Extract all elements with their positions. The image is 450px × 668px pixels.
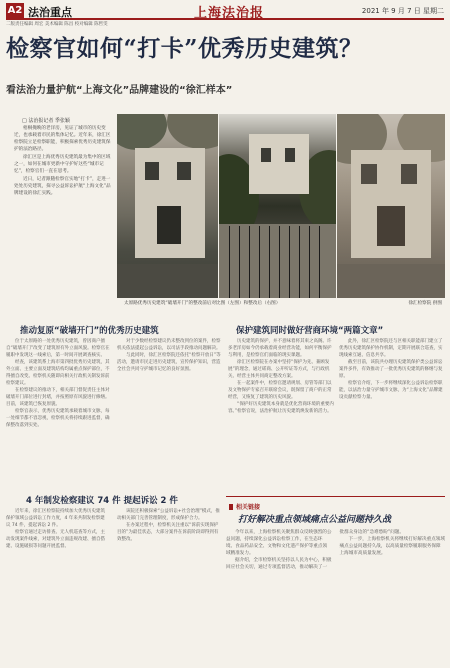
photo-caption: 太原路优秀历史建筑“破墙开门”的整改前后对比图（左图）和整改后（右图）: [124, 301, 281, 306]
related-title: 打好解决重点领域痛点公益问题持久战: [238, 515, 392, 525]
body-paragraph: 在一起案件中，检察官邀请规划、房管等部门以及文物保护专家召开联席会议，既保留了商户的正常经营，又恢复了建筑的历史风貌。: [228, 381, 332, 400]
related-article: [226, 529, 445, 668]
issue-date: 2021 年 9 月 7 日 星期二: [361, 7, 444, 15]
body-paragraph: 在办案过程中，检察机关注重以“诉前实现保护目的”为最佳状态，大部分案件在诉前阶段即得到有效整改。: [117, 523, 219, 542]
photo-building-before: [117, 114, 218, 298]
body-paragraph: 位于太原路的一处优秀历史建筑，曾因商户擅自“破墙开门”改变了建筑原有外立面风貌。检察官在履职中发现这一线索后，第一时间开展调查核实。: [6, 339, 110, 358]
article-column: [6, 508, 220, 666]
newspaper-logo: 上海法治报: [194, 6, 265, 21]
body-paragraph: 检察官介绍，下一步将继续深化公益诉讼检察职能，以法治力量守护城市文脉，为“上海文化”品牌建设贡献检察力量。: [339, 381, 443, 400]
lead-paragraph: 近日，记者跟随检察官实地“打卡”，走进一处处历史建筑，探寻公益诉讼护航“上海文化”品牌建设的徐汇实践。: [14, 177, 111, 196]
section-heading-stats: 4 年制发检察建议 74 件 提起诉讼 2 件: [26, 496, 178, 506]
body-paragraph: 此外，徐汇区检察院还与区相关职能部门建立了优秀历史建筑保护协作机制，定期开展联合巡查，实现线索互通、信息共享。: [339, 339, 443, 358]
byline: □ 法治报记者 季张颖: [22, 118, 70, 124]
related-label: 相关链接: [229, 502, 260, 511]
body-paragraph: 下一步，上海检察机关将继续打好解决重点领域痛点公益问题持久战，以高质量检察履职服务保障上海城市高质量发展。: [339, 537, 445, 556]
article-column: [6, 338, 112, 486]
body-paragraph: 对于少数经检察建议仍未整改到位的案件，检察机关依法提起公益诉讼，以司法手段推动问题解决。: [117, 339, 221, 351]
article-column: [117, 338, 223, 486]
body-paragraph: 今年以来，上海检察机关聚焦群众反映强烈的公益问题，持续深化公益诉讼检察工作，在生态环境、食品药品安全、文物和文化遗产保护等重点领域精准发力。: [226, 530, 332, 556]
body-paragraph: 经查，该建筑系上海市第四批优秀历史建筑，其外立面、主要立面及建筑结构均属重点保护部位，不得擅自改变。检察机关随即向相关行政机关制发诉前检察建议。: [6, 360, 110, 386]
article-column: [339, 338, 445, 488]
lead-paragraph: 梧桐掩映的老洋房，见证了城市的历史变迁，也承载着市民的集体记忆。近年来，徐汇区检察院立足检察职能，积极探索优秀历史建筑保护的法治路径。: [14, 126, 111, 152]
editor-credits: 二版责任编辑 周宏 美术编辑 陈昌 校对编辑 陈哲雯: [6, 22, 108, 27]
main-headline: 检察官如何“打卡”优秀历史建筑？: [6, 35, 363, 62]
body-paragraph: “保护好历史建筑本身就是优化营商环境的重要内容。”检察官说，法治护航让历史建筑焕发新的活力。: [228, 402, 334, 414]
body-paragraph: 据介绍，全市检察机关坚持以人民为中心，积极回应社会关切，通过专项监督活动，推动解决了一批群众身边的“急难愁盼”问题。: [226, 530, 404, 570]
related-link-box: [226, 496, 445, 668]
body-paragraph: 检察官表示，优秀历史建筑承载着城市文脉，每一处细节都不容忽视，检察机关将持续跟进监督，确保整改落到实处。: [6, 409, 110, 428]
photo-building-after: [337, 114, 445, 298]
body-paragraph: 截至目前，该院共办理历史建筑保护类公益诉讼案件多件，有效推动了一批优秀历史建筑的修缮与复原。: [339, 360, 443, 379]
body-paragraph: 近年来，徐汇区检察院持续加大优秀历史建筑保护领域公益诉讼工作力度，4 年来共制发检察建议 74 件，提起诉讼 2 件。: [6, 509, 105, 528]
lead-paragraph: 徐汇区是上海优秀历史建筑最为集中的区域之一，如何在城市更新中守护好这些“城市记忆”，检察官们一直在思考。: [14, 155, 111, 174]
article-column: [228, 338, 334, 488]
page-number-badge: A2: [7, 5, 23, 16]
body-paragraph: 徐汇区检察院在办案中坚持“保护为先、兼顾发展”的理念，通过磋商、公开听证等方式，与行政机关、经营主体共同商定整改方案。: [228, 360, 330, 379]
body-paragraph: 历史建筑的保护，并不意味着将其束之高阁。许多老洋房如今仍承载着商业经营功能，如何平衡保护与利用，是检察官们面临的现实课题。: [228, 339, 332, 358]
body-paragraph: 检察官通过走访排查、无人机巡查等方式，主动发现案件线索，对建筑外立面违规改建、擅自搭建、设施破损等问题开展监督。: [6, 530, 105, 549]
section-heading-business: 保护建筑同时做好营商环境“两篇文章”: [236, 326, 384, 336]
body-paragraph: 在检察建议的推动下，相关部门督促责任主体对破墙开门部位进行封堵，并按照原有风貌进行修缮。目前，该建筑已恢复原貌。: [6, 388, 110, 407]
photo-building-gate: [219, 114, 336, 298]
lead-article: [14, 125, 114, 301]
body-paragraph: 与此同时，徐汇区检察院还依托“检察开放日”等活动，邀请市民走进历史建筑，宣传保护知识，营造全社会共同守护城市记忆的良好氛围。: [117, 353, 221, 372]
section-title: 法治重点: [28, 6, 72, 19]
photo-credit: 徐汇检察院 供图: [408, 301, 442, 306]
section-heading-restore: 推动复原“破墙开门”的优秀历史建筑: [20, 326, 159, 336]
body-paragraph: 该院还积极探索“公益诉讼+社会治理”模式，推动相关部门完善管理制度，形成保护合力。: [117, 509, 220, 521]
subheadline: 看法治力量护航“上海文化”品牌建设的“徐汇样本”: [6, 85, 233, 96]
masthead: [6, 2, 444, 20]
